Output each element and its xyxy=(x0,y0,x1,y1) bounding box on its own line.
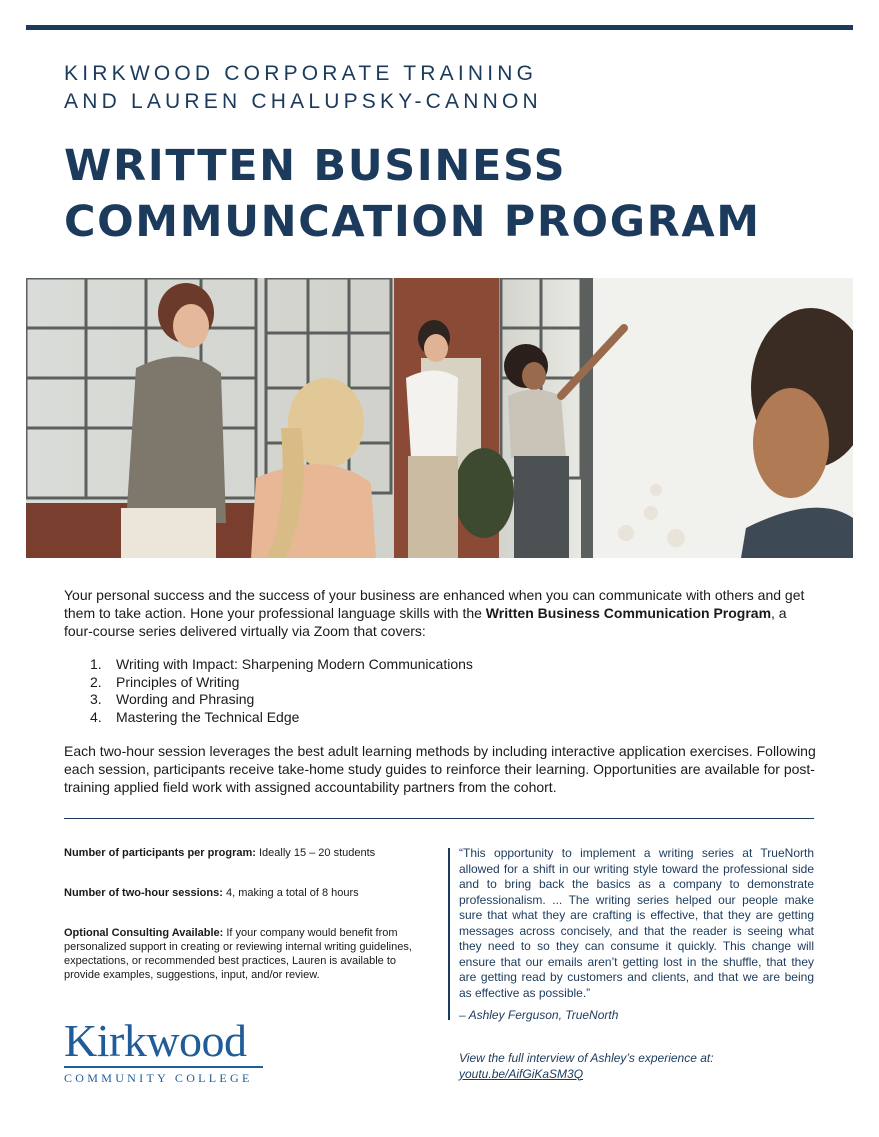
logo-subtitle: COMMUNITY COLLEGE xyxy=(64,1070,253,1085)
intro-text-after: , a four-course series delivered virtually via Zoom that covers: xyxy=(64,605,787,639)
organizer-line-1: KIRKWOOD CORPORATE TRAINING xyxy=(64,62,538,85)
list-item-number: 2. xyxy=(90,673,102,690)
fact-value: Ideally 15 – 20 students xyxy=(255,847,376,859)
program-title-line-1: WRITTEN BUSINESS xyxy=(64,141,567,191)
course-list xyxy=(90,656,473,726)
session-paragraph: Each two-hour session leverages the best adult learning methods by including interactive application exercises. Following each session, participants receive take-home study guides to reinforce their learning. Opportunities are available for post-training applied field work with assigned accountability partners from the cohort. xyxy=(64,743,816,795)
fact-label: Number of participants per program: xyxy=(64,847,256,859)
fact-participants xyxy=(64,846,414,860)
intro-paragraph xyxy=(64,586,814,640)
list-item-number: 3. xyxy=(90,691,102,707)
program-name: Written Business Communication Program xyxy=(485,605,772,621)
list-item-label: Wording and Phrasing xyxy=(116,691,255,707)
interview-link[interactable]: youtu.be/AifGiKaSM3Q xyxy=(459,1066,584,1081)
quote-accent-bar xyxy=(448,848,450,1020)
list-item-label: Principles of Writing xyxy=(116,673,240,690)
fact-consulting xyxy=(64,926,414,982)
testimonial-attribution: – Ashley Ferguson, TrueNorth xyxy=(459,1008,619,1022)
interview-callout xyxy=(459,1051,714,1082)
list-item xyxy=(90,709,473,727)
intro-text-before: Your personal success and the success of your business are enhanced when you can communicate with others and get them to take action. Hone your professional language skills with the xyxy=(64,587,805,621)
fact-sessions xyxy=(64,886,414,900)
testimonial-quote: “This opportunity to implement a writing series at TrueNorth allowed for a shift in our writing style toward the professional side and to bring back the basics as a company to demonstrate professionalism. ... The writing series helped our people make sure that what they are crafting is effective, that they are getting messages across concisely, and that the reader is seeing what they need to so they can consume it quickly. This change will ensure that our emails aren’t getting lost in the shuffle, that they are getting read by customers and clients, and that we are being as effective as possible.” xyxy=(459,846,814,1000)
program-title-line-2: COMMUNCATION PROGRAM xyxy=(64,197,761,247)
list-item-number: 4. xyxy=(90,708,102,725)
program-title xyxy=(64,138,761,250)
list-item-number: 1. xyxy=(90,656,102,672)
fact-value: If your company would benefit from personalized support in creating or reviewing internal writing guidelines, expectations, or recommended best practices, Lauren is available to provide examples, suggestions, input, and/or review. xyxy=(64,927,412,981)
logo-rule xyxy=(64,1066,263,1068)
logo-wordmark: Kirkwood xyxy=(64,1015,247,1066)
organizer-line-2: AND LAUREN CHALUPSKY-CANNON xyxy=(64,90,542,113)
kirkwood-logo xyxy=(64,1015,263,1086)
list-item-label: Writing with Impact: Sharpening Modern Communications xyxy=(116,656,473,672)
fact-value: 4, making a total of 8 hours xyxy=(222,887,359,899)
organizer-heading xyxy=(64,60,542,116)
list-item xyxy=(90,656,473,674)
top-rule xyxy=(26,25,853,30)
list-item xyxy=(90,691,473,709)
list-item-label: Mastering the Technical Edge xyxy=(116,708,300,725)
interview-text: View the full interview of Ashley’s experience at: xyxy=(459,1051,714,1065)
fact-label: Number of two-hour sessions: xyxy=(64,887,223,899)
section-divider xyxy=(64,818,814,819)
fact-label: Optional Consulting Available: xyxy=(64,927,224,939)
list-item xyxy=(90,674,473,692)
program-facts xyxy=(64,846,414,1008)
classroom-photo xyxy=(26,278,853,558)
